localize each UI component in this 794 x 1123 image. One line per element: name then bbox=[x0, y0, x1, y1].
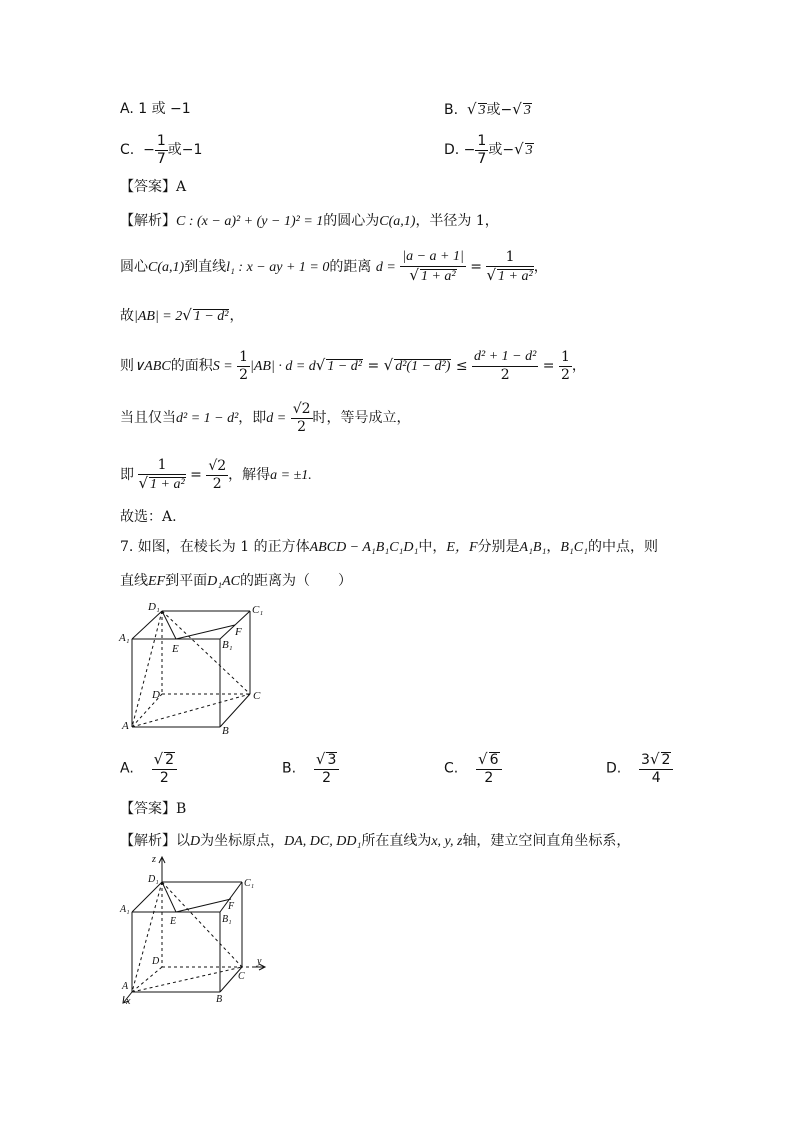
cube-coordinate-figure bbox=[114, 852, 294, 1012]
label2-f: F bbox=[228, 901, 235, 912]
q6-analysis-line2: 圆心C(a,1)到直线l₁ : x − ay + 1 = 0的距离 d = $\frac{|a - a + 1|}{\text{√ 1 + a²}}$ = $\frac{1}{\text{√ 1 + a²}}$ ， bbox=[120, 249, 548, 284]
label-b1: B₁ bbox=[222, 639, 233, 651]
option-d: D. − $\frac{1}{7}$ 或−√ 3 bbox=[444, 133, 533, 167]
q7-analysis: 【解析】以D为坐标原点，DA, DC, DD₁所在直线为x, y, z轴，建立空间直角坐标系， bbox=[120, 833, 631, 849]
label-d1: D₁ bbox=[148, 601, 160, 613]
q7-answer: 【答案】B bbox=[120, 801, 187, 817]
label-d: D bbox=[152, 689, 160, 701]
label2-e: E bbox=[170, 916, 177, 927]
label-f: F bbox=[235, 626, 242, 638]
axis-label-x: x bbox=[126, 996, 131, 1007]
q7-option-d: D. $\frac{3√ 2}{4}$ bbox=[606, 752, 673, 785]
q6-answer: 【答案】A bbox=[120, 179, 187, 195]
label-e: E bbox=[172, 643, 179, 655]
q7-stem-line1: 7. 如图，在棱长为 1 的正方体ABCD − A₁B₁C₁D₁中，E，F分别是A₁B₁，B₁C₁的中点，则 bbox=[120, 539, 658, 555]
label2-c1: C₁ bbox=[244, 878, 255, 889]
cube-figure bbox=[116, 598, 276, 738]
q6-analysis-line5: 当且仅当d² = 1 − d²，即d = $\frac{√2}{2}$ 时，等号成立， bbox=[120, 401, 411, 435]
label-c1: C₁ bbox=[252, 604, 264, 616]
axis-label-y: y bbox=[257, 956, 262, 967]
label-c: C bbox=[253, 690, 261, 702]
q6-analysis-line4: 则∨ABC的面积S = $\frac{1}{2}$ |AB| · d = d√ 1 − d² = √ d²(1 − d²) ≤ $\frac{\text{d² + 1 − d²}}{2}$ = $\frac{1}{2}$ ， bbox=[120, 349, 586, 383]
label2-a: A bbox=[122, 981, 129, 992]
label2-d: D bbox=[152, 956, 160, 967]
q7-stem-line2: 直线EF到平面D₁AC的距离为（ ） bbox=[120, 573, 352, 589]
q6-conclusion: 故选：A. bbox=[120, 509, 177, 525]
q7-option-b: B. $\frac{√ 3}{2}$ bbox=[282, 752, 339, 785]
label2-d1: D₁ bbox=[148, 874, 159, 885]
q6-analysis-line6: 即 $\frac{1}{\text{√ 1 + a²}}$ = $\frac{√2}{2}$ ，解得a = ±1. bbox=[120, 457, 312, 492]
label2-b1: B₁ bbox=[222, 914, 232, 925]
label-a: A bbox=[122, 720, 129, 732]
label2-a1: A₁ bbox=[120, 904, 130, 915]
q6-analysis-line3: 故|AB| = 2√ 1 − d²， bbox=[120, 306, 244, 324]
option-a: A. 1 或 −1 bbox=[120, 101, 191, 117]
label-b: B bbox=[222, 725, 229, 737]
axis-label-z: z bbox=[152, 854, 156, 865]
label-a1: A₁ bbox=[119, 632, 130, 644]
option-c: C. − $\frac{1}{7}$ 或−1 bbox=[120, 133, 203, 167]
label2-c: C bbox=[238, 971, 245, 982]
option-b: B. √ 3或−√ 3 bbox=[444, 100, 531, 118]
q7-option-a: A. $\frac{√ 2}{2}$ bbox=[120, 752, 177, 785]
q6-analysis-line1: 【解析】C : (x − a)² + (y − 1)² = 1的圆心为C(a,1)，半径为 1， bbox=[120, 213, 499, 229]
q7-option-c: C. $\frac{√ 6}{2}$ bbox=[444, 752, 502, 785]
label2-b: B bbox=[216, 994, 223, 1005]
